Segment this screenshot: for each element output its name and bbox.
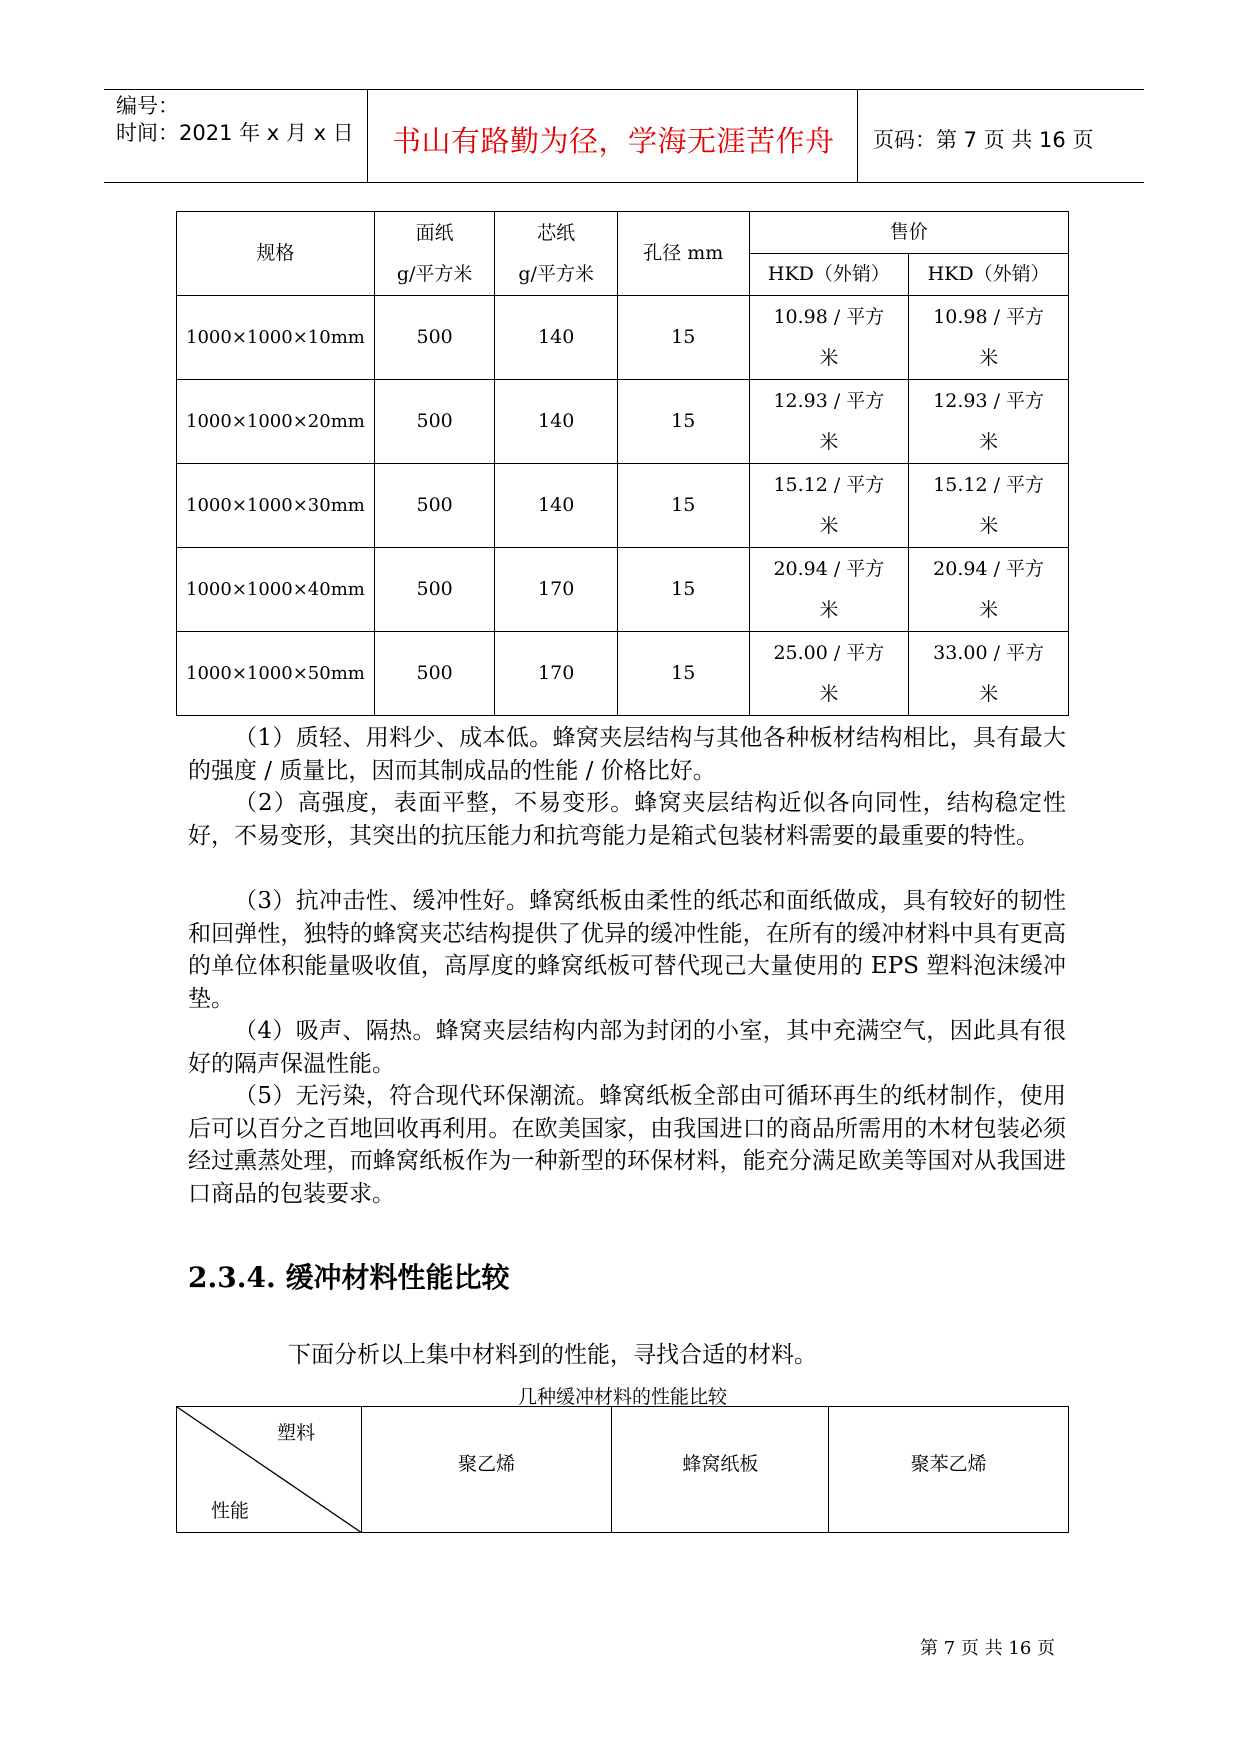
table-row <box>177 380 1069 464</box>
header-face-paper <box>374 212 495 296</box>
header-divider-right <box>857 90 858 183</box>
table-row <box>177 548 1069 632</box>
header-page-code: 页码：第 7 页 共 16 页 <box>873 128 1094 152</box>
cell-face: 500 <box>374 632 495 716</box>
header-hkd-2: HKD（外销） <box>909 254 1069 296</box>
cell-core: 140 <box>495 464 618 548</box>
cell-aperture: 15 <box>617 380 749 464</box>
cell-core: 140 <box>495 296 618 380</box>
intro-text: 下面分析以上集中材料到的性能，寻找合适的材料。 <box>288 1342 817 1368</box>
cell-price-2 <box>909 296 1069 380</box>
price-line: 20.94 / 平方 <box>933 557 1045 580</box>
table-row <box>177 464 1069 548</box>
cell-core: 140 <box>495 380 618 464</box>
cell-price-2 <box>909 464 1069 548</box>
price-unit: 米 <box>979 682 999 705</box>
header-hkd-1: HKD（外销） <box>749 254 909 296</box>
header-core-paper <box>495 212 618 296</box>
cell-face: 500 <box>374 296 495 380</box>
price-line: 15.12 / 平方 <box>933 473 1045 496</box>
cell-price-1 <box>749 296 909 380</box>
price-unit: 米 <box>979 514 999 537</box>
price-unit: 米 <box>819 346 839 369</box>
price-line: 20.94 / 平方 <box>773 557 885 580</box>
header-price: 售价 <box>749 212 1068 254</box>
price-line: 15.12 / 平方 <box>773 473 885 496</box>
price-line: 10.98 / 平方 <box>773 305 885 328</box>
cell-aperture: 15 <box>617 464 749 548</box>
price-unit: 米 <box>819 430 839 453</box>
header-core-paper-label: 芯纸 <box>537 221 576 244</box>
diagonal-header-cell <box>177 1407 362 1533</box>
cell-price-2 <box>909 380 1069 464</box>
table-caption: 几种缓冲材料的性能比较 <box>517 1386 727 1408</box>
price-unit: 米 <box>979 598 999 621</box>
cell-price-2 <box>909 632 1069 716</box>
column-header: 聚苯乙烯 <box>829 1407 1069 1533</box>
header-aperture: 孔径 mm <box>617 212 749 296</box>
cell-core: 170 <box>495 632 618 716</box>
cell-price-1 <box>749 380 909 464</box>
price-unit: 米 <box>819 514 839 537</box>
price-line: 12.93 / 平方 <box>773 389 885 412</box>
cell-aperture: 15 <box>617 296 749 380</box>
cell-price-1 <box>749 632 909 716</box>
price-line: 25.00 / 平方 <box>773 641 885 664</box>
diagonal-line <box>177 1407 362 1533</box>
paragraph-1: （1）质轻、用料少、成本低。蜂窝夹层结构与其他各种板材结构相比，具有最大的强度 / 质量比，因而其制成品的性能 / 价格比好。 <box>188 725 1066 784</box>
price-line: 10.98 / 平方 <box>933 305 1045 328</box>
cell-face: 500 <box>374 380 495 464</box>
cell-spec: 1000×1000×50mm <box>177 632 375 716</box>
cell-spec: 1000×1000×30mm <box>177 464 375 548</box>
price-line: 33.00 / 平方 <box>933 641 1045 664</box>
column-header: 聚乙烯 <box>361 1407 612 1533</box>
header-top-rule <box>104 89 1144 90</box>
cell-price-1 <box>749 548 909 632</box>
header-motto: 书山有路勤为径，学海无涯苦作舟 <box>392 124 835 158</box>
header-time-label: 时间：2021 年 x 月 x 日 <box>116 121 354 145</box>
price-unit: 米 <box>979 430 999 453</box>
header-face-paper-unit: g/平方米 <box>396 262 473 285</box>
paragraph-4: （4）吸声、隔热。蜂窝夹层结构内部为封闭的小室，其中充满空气，因此具有很好的隔声保温性能。 <box>188 1018 1066 1077</box>
header-bottom-rule <box>104 182 1144 183</box>
paragraph-2: （2）高强度，表面平整，不易变形。蜂窝夹层结构近似各向同性，结构稳定性好，不易变形，其突出的抗压能力和抗弯能力是箱式包装材料需要的最重要的特性。 <box>188 790 1066 849</box>
cell-spec: 1000×1000×10mm <box>177 296 375 380</box>
cell-aperture: 15 <box>617 548 749 632</box>
section-title: 2.3.4. 缓冲材料性能比较 <box>188 1261 510 1294</box>
column-header: 蜂窝纸板 <box>612 1407 829 1533</box>
price-unit: 米 <box>979 346 999 369</box>
header-core-paper-unit: g/平方米 <box>518 262 594 285</box>
price-table <box>176 211 1069 716</box>
cell-core: 170 <box>495 548 618 632</box>
price-unit: 米 <box>819 682 839 705</box>
cell-face: 500 <box>374 548 495 632</box>
header-spec: 规格 <box>177 212 375 296</box>
diag-label-top: 塑料 <box>277 1422 316 1444</box>
cell-face: 500 <box>374 464 495 548</box>
diag-label-bottom: 性能 <box>211 1500 250 1522</box>
table-row <box>177 296 1069 380</box>
cell-spec: 1000×1000×40mm <box>177 548 375 632</box>
table-row <box>177 632 1069 716</box>
cell-spec: 1000×1000×20mm <box>177 380 375 464</box>
price-line: 12.93 / 平方 <box>933 389 1045 412</box>
cell-aperture: 15 <box>617 632 749 716</box>
header-divider-left <box>367 90 368 183</box>
paragraph-5: （5）无污染，符合现代环保潮流。蜂窝纸板全部由可循环再生的纸材制作，使用后可以百分之百地回收再利用。在欧美国家，由我国进口的商品所需用的木材包装必须经过熏蒸处理，而蜂窝纸板作为一种新型的环保材料，能充分满足欧美等国对从我国进口商品的包装要求。 <box>188 1083 1066 1207</box>
compare-table <box>176 1406 1069 1533</box>
header-face-paper-label: 面纸 <box>415 221 454 244</box>
cell-price-1 <box>749 464 909 548</box>
page-footer: 第 7 页 共 16 页 <box>920 1638 1055 1659</box>
cell-price-2 <box>909 548 1069 632</box>
paragraph-3: （3）抗冲击性、缓冲性好。蜂窝纸板由柔性的纸芯和面纸做成，具有较好的韧性和回弹性，独特的蜂窝夹芯结构提供了优异的缓冲性能，在所有的缓冲材料中具有更高的单位体积能量吸收值，高厚度的蜂窝纸板可替代现己大量使用的 EPS 塑料泡沫缓冲垫。 <box>188 888 1066 1012</box>
price-unit: 米 <box>819 598 839 621</box>
header-number-label: 编号： <box>116 94 179 118</box>
